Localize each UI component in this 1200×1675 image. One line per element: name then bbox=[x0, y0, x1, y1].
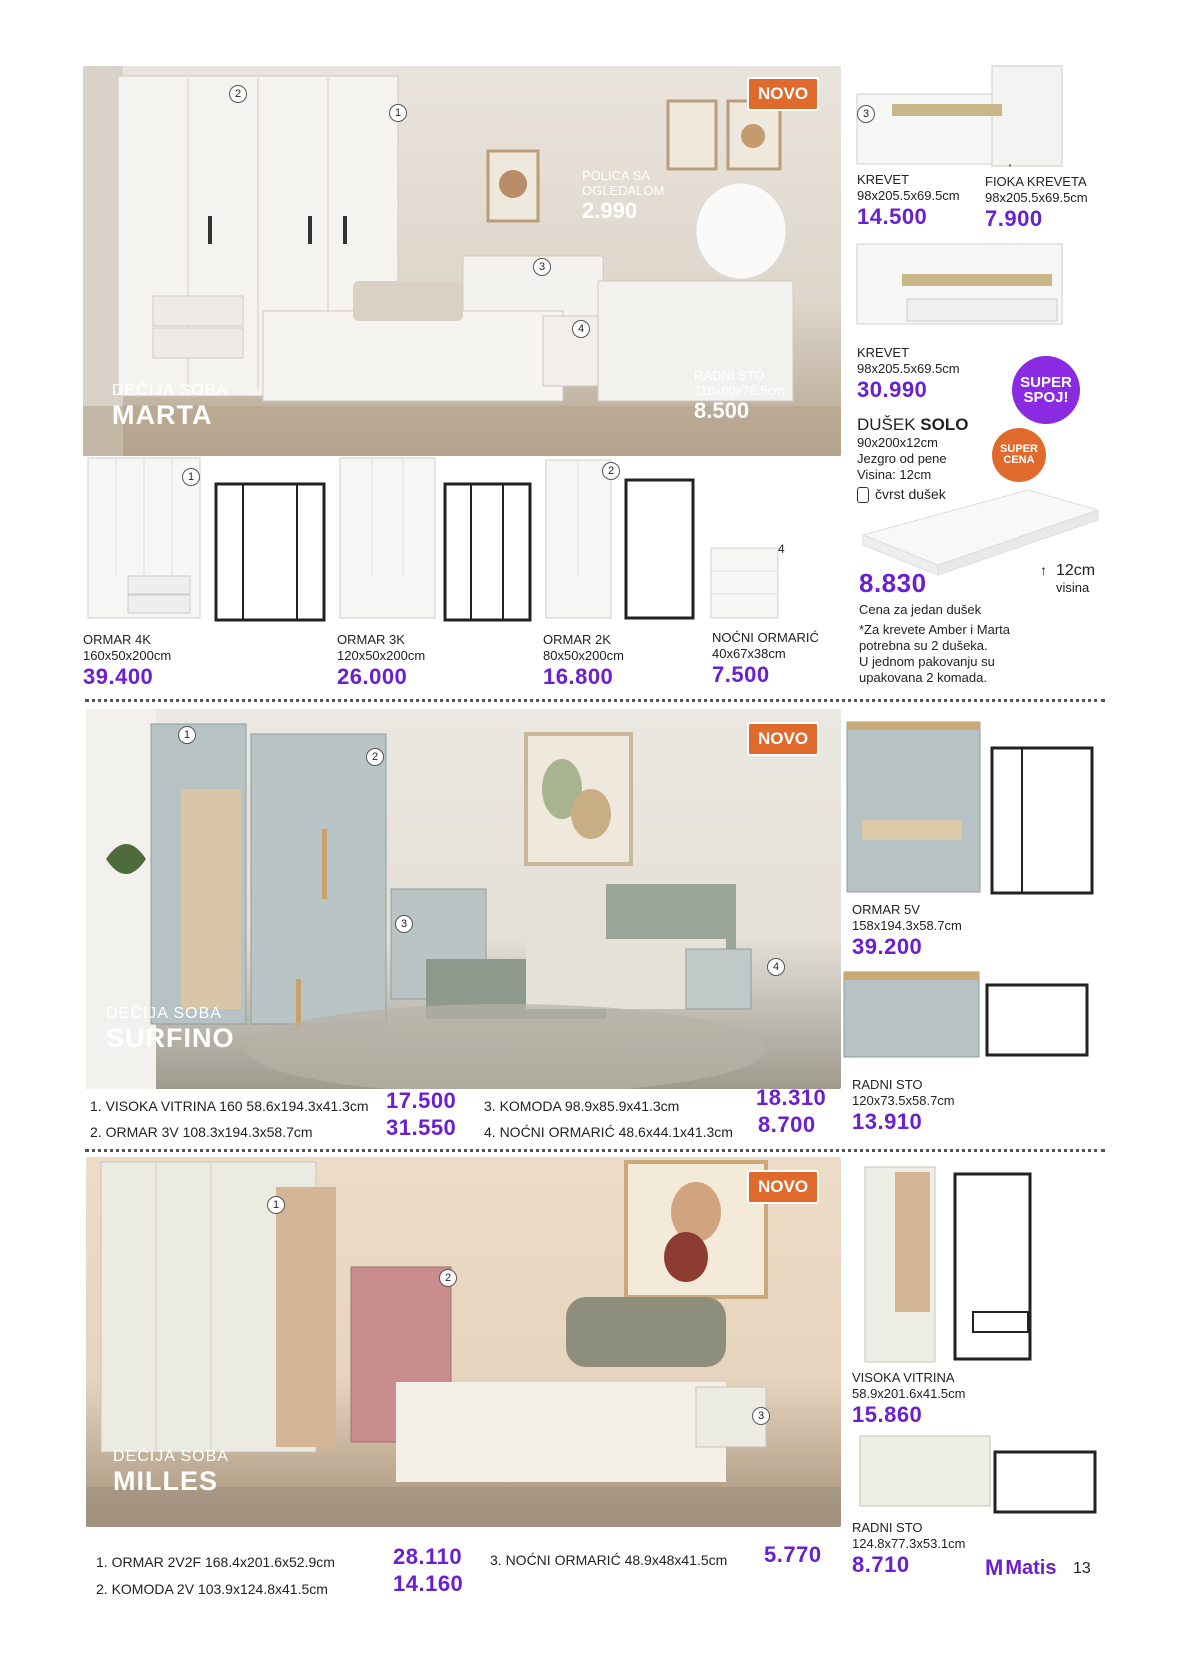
desk-dims: 110x60x76.5cm bbox=[694, 383, 785, 398]
surfino-item-1: 1. VISOKA VITRINA 160 58.6x194.3x41.3cm bbox=[90, 1098, 369, 1114]
dusek-firm: čvrst dušek bbox=[875, 486, 946, 502]
bed-marker-3: 3 bbox=[857, 105, 875, 123]
desk-price: 8.500 bbox=[694, 398, 750, 423]
brand-logo bbox=[985, 1555, 1056, 1581]
surfino-novo-badge: NOVO bbox=[747, 722, 819, 756]
milles-right-drawings bbox=[855, 1162, 1105, 1542]
surfino-room-sub: DEČIJA SOBA bbox=[106, 1005, 222, 1022]
mirror-label-1: POLICA SA bbox=[582, 168, 650, 183]
surfino-item-4-price: 8.700 bbox=[758, 1112, 816, 1137]
marta-marker-1: 1 bbox=[389, 104, 407, 122]
milles-vitrina-dims: 58.9x201.6x41.5cm bbox=[852, 1386, 966, 1401]
dusek-note-4: U jednom pakovanju su bbox=[859, 654, 995, 669]
surfino-item-3-price: 18.310 bbox=[756, 1085, 827, 1110]
milles-desk-price: 8.710 bbox=[852, 1552, 910, 1577]
mirror-price: 2.990 bbox=[582, 198, 638, 223]
krevet-1-dims: 98x205.5x69.5cm bbox=[857, 188, 960, 203]
super-spoj-badge bbox=[1012, 356, 1080, 424]
desk-label: RADNI STO bbox=[694, 368, 765, 383]
marta-room-name: MARTA bbox=[112, 400, 213, 430]
surfino-marker-3: 3 bbox=[395, 915, 413, 933]
surfino-marker-2: 2 bbox=[366, 748, 384, 766]
milles-room-label bbox=[113, 1448, 229, 1497]
krevet-2 bbox=[857, 345, 960, 403]
ormar-2k-price: 16.800 bbox=[543, 664, 614, 689]
super-cena-l1: SUPER bbox=[1000, 443, 1038, 455]
surfino-desk-price: 13.910 bbox=[852, 1109, 923, 1134]
marta-marker-3: 3 bbox=[533, 258, 551, 276]
milles-desk-name: RADNI STO bbox=[852, 1520, 923, 1535]
super-spoj-l1: SUPER bbox=[1020, 374, 1072, 391]
dusek-h-lbl: visina bbox=[1056, 580, 1090, 595]
marta-marker-4: 4 bbox=[572, 320, 590, 338]
marta-room-label bbox=[112, 382, 228, 431]
krevet-1-name: KREVET bbox=[857, 172, 910, 187]
matis-logo-icon: M bbox=[985, 1555, 1004, 1580]
fioka-price: 7.900 bbox=[985, 206, 1043, 231]
dusek-core: Jezgro od pene bbox=[857, 451, 947, 466]
ormar-2k-name: ORMAR 2K bbox=[543, 632, 611, 647]
milles-item-2: 2. KOMODA 2V 103.9x124.8x41.5cm bbox=[96, 1581, 328, 1597]
surfino-radni-sto bbox=[852, 1077, 955, 1135]
divider-1 bbox=[85, 699, 1105, 702]
surfino-marker-1: 1 bbox=[178, 726, 196, 744]
dusek-title-a: DUŠEK bbox=[857, 415, 921, 434]
milles-item-2-price: 14.160 bbox=[393, 1571, 464, 1596]
fioka-dims: 98x205.5x69.5cm bbox=[985, 190, 1088, 205]
surfino-room-name: SURFINO bbox=[106, 1023, 235, 1053]
up-arrow-icon: ↑ bbox=[1040, 562, 1047, 578]
ormar-5v-price: 39.200 bbox=[852, 934, 923, 959]
krevet-2-dims: 98x205.5x69.5cm bbox=[857, 361, 960, 376]
ormar-3k bbox=[337, 632, 425, 690]
marta-novo-badge: NOVO bbox=[747, 77, 819, 111]
nocni-ormaric-price: 7.500 bbox=[712, 662, 770, 687]
milles-marker-1: 1 bbox=[267, 1196, 285, 1214]
milles-item-3: 3. NOĆNI ORMARIĆ 48.9x48x41.5cm bbox=[490, 1552, 728, 1568]
milles-marker-2: 2 bbox=[439, 1269, 457, 1287]
ormar-2k bbox=[543, 632, 624, 690]
ormar-4k-name: ORMAR 4K bbox=[83, 632, 151, 647]
krevet-2-name: KREVET bbox=[857, 345, 910, 360]
milles-item-3-price: 5.770 bbox=[764, 1542, 822, 1567]
ormar-2k-dims: 80x50x200cm bbox=[543, 648, 624, 663]
krevet-1-price: 14.500 bbox=[857, 204, 928, 229]
milles-desk-dims: 124.8x77.3x53.1cm bbox=[852, 1536, 966, 1551]
dusek-note-5: upakovana 2 komada. bbox=[859, 670, 987, 685]
wardrobe-2k-marker: 2 bbox=[602, 462, 620, 480]
ormar-5v-dims: 158x194.3x58.7cm bbox=[852, 918, 962, 933]
nocni-ormaric-name: NOĆNI ORMARIĆ bbox=[712, 630, 819, 645]
ormar-3k-price: 26.000 bbox=[337, 664, 408, 689]
milles-room-name: MILLES bbox=[113, 1466, 218, 1496]
milles-item-1: 1. ORMAR 2V2F 168.4x201.6x52.9cm bbox=[96, 1554, 335, 1570]
surfino-room-label bbox=[106, 1005, 235, 1054]
dusek-note-1: Cena za jedan dušek bbox=[859, 602, 982, 617]
milles-marker-3: 3 bbox=[752, 1407, 770, 1425]
fioka-name: FIOKA KREVETA bbox=[985, 174, 1087, 189]
marta-desk-callout bbox=[694, 368, 785, 424]
dusek-price: 8.830 bbox=[859, 568, 927, 598]
surfino-desk-name: RADNI STO bbox=[852, 1077, 923, 1092]
dusek-h-val: 12cm bbox=[1056, 562, 1096, 579]
surfino-item-2-price: 31.550 bbox=[386, 1115, 457, 1140]
milles-item-1-price: 28.110 bbox=[393, 1544, 463, 1569]
marta-mirror-callout bbox=[582, 168, 664, 224]
marta-marker-2: 2 bbox=[229, 85, 247, 103]
surfino-item-1-price: 17.500 bbox=[386, 1088, 457, 1113]
marta-room-sub: DEČIJA SOBA bbox=[112, 382, 228, 399]
surfino-item-4: 4. NOĆNI ORMARIĆ 48.6x44.1x41.3cm bbox=[484, 1124, 733, 1140]
ormar-5v-name: ORMAR 5V bbox=[852, 902, 920, 917]
milles-novo-badge: NOVO bbox=[747, 1170, 819, 1204]
nocni-ormaric bbox=[712, 630, 819, 688]
surfino-marker-4: 4 bbox=[767, 958, 785, 976]
divider-2 bbox=[85, 1149, 1105, 1152]
krevet-1 bbox=[857, 172, 960, 230]
super-cena-l2: CENA bbox=[1003, 454, 1035, 466]
dusek-height: Visina: 12cm bbox=[857, 467, 932, 482]
ormar-4k-price: 39.400 bbox=[83, 664, 154, 689]
ormar-4k bbox=[83, 632, 171, 690]
milles-visoka-vitrina bbox=[852, 1370, 965, 1428]
mirror-label-2: OGLEDALOM bbox=[582, 183, 665, 198]
ormar-5v bbox=[852, 902, 962, 960]
ormar-3k-name: ORMAR 3K bbox=[337, 632, 405, 647]
milles-vitrina-name: VISOKA VITRINA bbox=[852, 1370, 955, 1385]
dusek-note-3: potrebna su 2 dušeka. bbox=[859, 638, 988, 653]
ormar-3k-dims: 120x50x200cm bbox=[337, 648, 426, 663]
surfino-desk-dims: 120x73.5x58.7cm bbox=[852, 1093, 955, 1108]
milles-radni-sto bbox=[852, 1520, 965, 1578]
ormar-4k-dims: 160x50x200cm bbox=[83, 648, 172, 663]
nocni-ormaric-dims: 40x67x38cm bbox=[712, 646, 786, 661]
nightstand-marker: 4 bbox=[778, 542, 785, 556]
surfino-item-3: 3. KOMODA 98.9x85.9x41.3cm bbox=[484, 1098, 680, 1114]
milles-vitrina-price: 15.860 bbox=[852, 1402, 923, 1427]
dusek-note-2: *Za krevete Amber i Marta bbox=[859, 622, 1010, 637]
milles-room-sub: DEČIJA SOBA bbox=[113, 1448, 229, 1465]
wardrobe-4k-marker: 1 bbox=[182, 468, 200, 486]
krevet-2-price: 30.990 bbox=[857, 377, 928, 402]
dusek-dims: 90x200x12cm bbox=[857, 435, 938, 450]
brand-name: Matis bbox=[1005, 1556, 1057, 1579]
surfino-right-drawings bbox=[842, 720, 1102, 1060]
surfino-item-2: 2. ORMAR 3V 108.3x194.3x58.7cm bbox=[90, 1124, 313, 1140]
fioka-kreveta bbox=[985, 174, 1088, 232]
super-cena-badge bbox=[992, 428, 1046, 482]
super-spoj-l2: SPOJ! bbox=[1023, 389, 1069, 406]
dusek-notes bbox=[859, 602, 1010, 686]
page-number: 13 bbox=[1073, 1560, 1091, 1577]
dusek-title-b: SOLO bbox=[920, 415, 969, 434]
